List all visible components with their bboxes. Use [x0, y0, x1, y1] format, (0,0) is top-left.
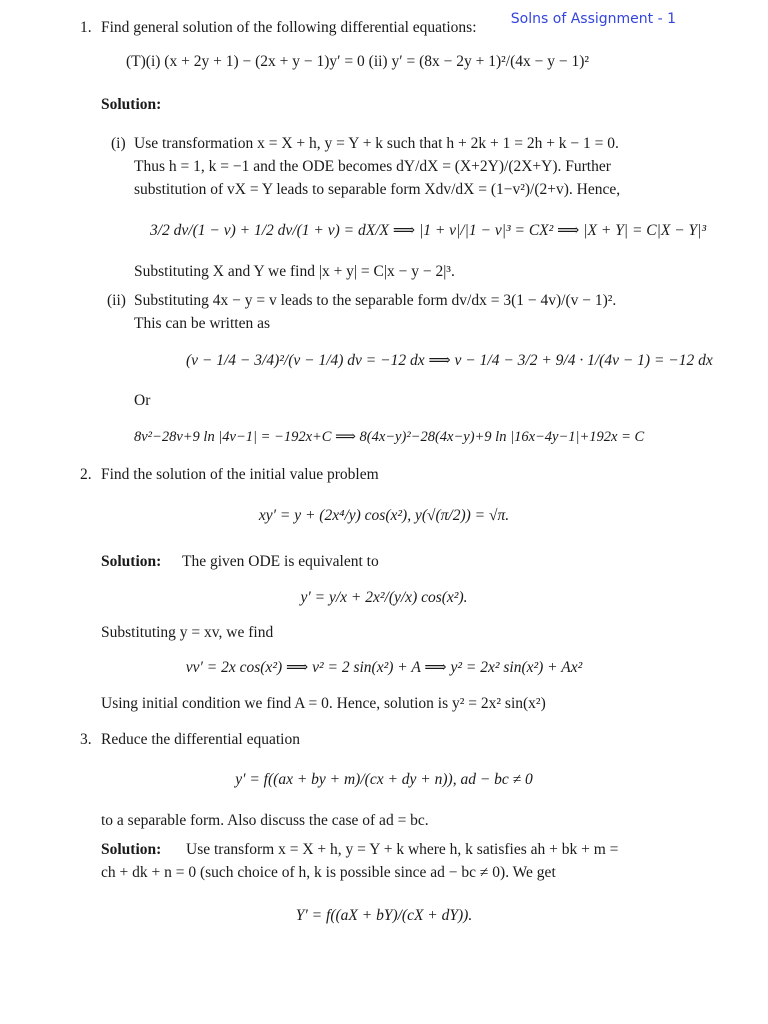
q2-conclusion: Using initial condition we find A = 0. Hence, solution is y² = 2x² sin(x²) — [101, 695, 546, 712]
q1-ii-or: Or — [134, 392, 151, 409]
q2-equation: xy′ = y + (2x⁴/y) cos(x²), y(√(π/2)) = √π. — [258, 507, 510, 524]
q1-i-equation: 3/2 dv/(1 − v) + 1/2 dv/(1 + v) = dX/X ⟹ |1 + v|/|1 − v|³ = CX² ⟹ |X + Y| = C|X − Y|³ — [150, 222, 707, 239]
q1-prompt: Find general solution of the following differential equations: — [101, 19, 477, 36]
q1-i-line4: Substituting X and Y we find |x + y| = C|x − y − 2|³. — [134, 263, 455, 280]
q1-i-label: (i) — [111, 135, 126, 152]
q1-number: 1. — [80, 19, 92, 36]
q1-ii-label: (ii) — [107, 292, 126, 309]
q3-prompt: Reduce the differential equation — [101, 731, 300, 748]
q1-solution-label: Solution: — [101, 96, 162, 113]
q1-ii-equation: (v − 1/4 − 3/4)²/(v − 1/4) dv = −12 dx ⟹ v − 1/4 − 3/2 + 9/4 · 1/(4v − 1) = −12 dx — [186, 352, 713, 369]
q1-i-line1: Use transformation x = X + h, y = Y + k such that h + 2k + 1 = 2h + k − 1 = 0. — [134, 135, 619, 152]
q3-equation: y′ = f((ax + by + m)/(cx + dy + n)), ad − bc ≠ 0 — [235, 771, 533, 788]
q1-i-line2: Thus h = 1, k = −1 and the ODE becomes dY/dX = (X+2Y)/(2X+Y). Further — [134, 158, 611, 175]
q3-solution-label: Solution: — [101, 841, 162, 858]
q3-solution-line1: Use transform x = X + h, y = Y + k where h, k satisfies ah + bk + m = — [186, 841, 619, 858]
q2-equation3: vv′ = 2x cos(x²) ⟹ v² = 2 sin(x²) + A ⟹ y² = 2x² sin(x²) + Ax² — [185, 659, 583, 676]
q3-solution-line2: ch + dk + n = 0 (such choice of h, k is possible since ad − bc ≠ 0). We get — [101, 864, 556, 881]
q2-prompt: Find the solution of the initial value problem — [101, 466, 379, 483]
q3-equation2: Y′ = f((aX + bY)/(cX + dY)). — [295, 907, 473, 924]
q1-ii-equation2: 8v²−28v+9 ln |4v−1| = −192x+C ⟹ 8(4x−y)²−28(4x−y)+9 ln |16x−4y−1|+192x = C — [134, 429, 645, 445]
q1-equations: (T)(i) (x + 2y + 1) − (2x + y − 1)y′ = 0 (ii) y′ = (8x − 2y + 1)²/(4x − y − 1)² — [126, 53, 590, 70]
q2-solution-label: Solution: — [101, 553, 162, 570]
q1-ii-line1: Substituting 4x − y = v leads to the separable form dv/dx = 3(1 − 4v)/(v − 1)². — [134, 292, 617, 309]
q3-number: 3. — [80, 731, 92, 748]
q3-line2: to a separable form. Also discuss the case of ad = bc. — [101, 812, 429, 829]
q2-number: 2. — [80, 466, 92, 483]
q1-i-line3: substitution of vX = Y leads to separable form Xdv/dX = (1−v²)/(2+v). Hence, — [134, 181, 621, 198]
q1-ii-line2: This can be written as — [134, 315, 271, 332]
header-title: Solns of Assignment - 1 — [510, 11, 676, 27]
q2-substitution-text: Substituting y = xv, we find — [101, 624, 274, 641]
q2-solution-text: The given ODE is equivalent to — [182, 553, 379, 570]
q2-equation2: y′ = y/x + 2x²/(y/x) cos(x²). — [300, 589, 468, 606]
